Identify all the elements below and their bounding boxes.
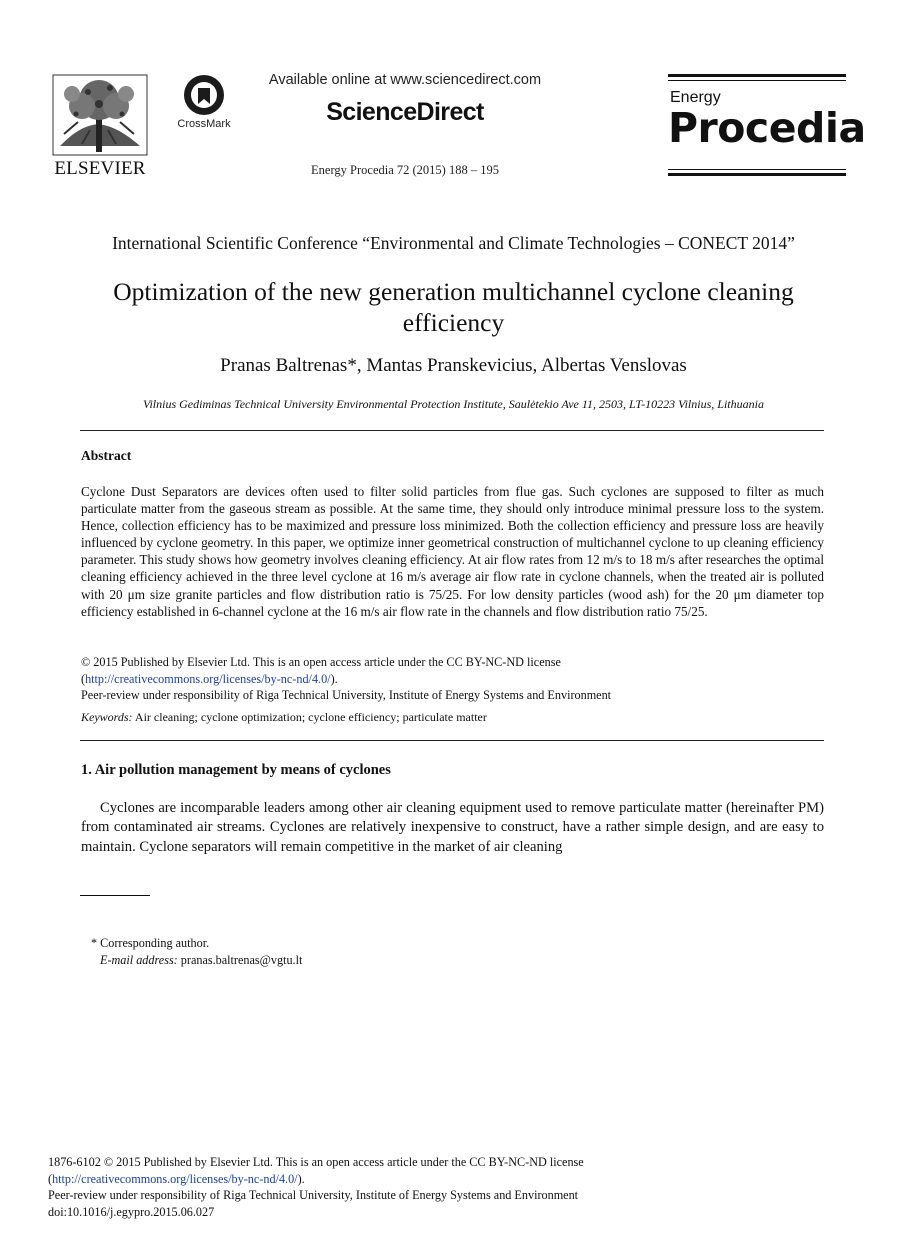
logo-rule-top-thin [668,80,846,81]
email-label: E-mail address: [100,952,178,967]
license-link[interactable]: http://creativecommons.org/licenses/by-nc-nd/4.0/ [85,671,331,686]
journal-word-procedia: Procedia [668,104,866,152]
elsevier-tree-icon [52,74,148,156]
footnote-divider [80,895,150,896]
author-list: Pranas Baltrenas*, Mantas Pranskevicius, Albertas Venslovas [220,355,687,376]
bottom-license-line: (http://creativecommons.org/licenses/by-nc-nd/4.0/). [48,1171,305,1186]
affiliation: Vilnius Gediminas Technical University Environmental Protection Institute, Saulėtekio Ave 11, 2503, LT-10223 Vilnius, Lithuania [143,397,764,411]
logo-rule-top [668,74,846,77]
sciencedirect-logo: ScienceDirect [326,98,484,126]
keywords-list: Air cleaning; cyclone optimization; cyclone efficiency; particulate matter [134,710,487,724]
crossmark-label: CrossMark [177,118,231,130]
footnote [91,935,302,968]
email-line [91,952,302,969]
copyright-line: © 2015 Published by Elsevier Ltd. This is an open access article under the CC BY-NC-ND license [81,655,561,669]
abstract-text: Cyclone Dust Separators are devices often used to filter solid particles from flue gas. Such cyclones are supposed to filter as much particulate matter from the gaseous stream as possible. At the same time, they should only introduce minimal pressure loss to the system. Hence, collection efficiency has to be maximized and pressure loss minimized. Both the collection efficiency and pressure loss are heavily influenced by cyclone geometry. In this paper, we optimize inner geometrical construction of multichannel cyclone to up cleaning efficiency parameter. This study shows how geometry involves cleaning efficiency. At air flow rates from 12 m/s to 18 m/s after researches the optimal cleaning efficiency achieved in the three level cyclone at 16 m/s average air flow rate in cyclone channels, when the treated air is polluted with 20 μm size granite particles and flow distribution ratio is 75/25. For low density particles (wood ash) for the 20 μm diameter top efficiency established in 6-channel cyclone at the 16 m/s air flow rate in the channels and flow distribution ratio 75/25. [81,484,824,619]
doi-line[interactable]: doi:10.1016/j.egypro.2015.06.027 [48,1205,215,1220]
crossmark-icon [176,74,232,118]
elsevier-logo [52,74,148,178]
license-line: (http://creativecommons.org/licenses/by-nc-nd/4.0/). [81,671,338,686]
journal-citation: Energy Procedia 72 (2015) 188 – 195 [311,163,499,177]
bottom-peer-review: Peer-review under responsibility of Riga Technical University, Institute of Energy Systems and Environment [48,1188,579,1203]
divider-bottom [80,740,824,741]
bottom-metadata [48,1154,868,1221]
copyright-block [81,654,824,704]
paper-title: Optimization of the new generation multichannel cyclone cleaning efficiency [113,277,794,337]
logo-rule-bottom-thin [668,169,846,170]
corresponding-author-note: * Corresponding author. [91,936,210,950]
peer-review-line: Peer-review under responsibility of Riga Technical University, Institute of Energy Systems and Environment [81,688,612,703]
energy-procedia-logo [668,74,866,178]
issn-line: 1876-6102 © 2015 Published by Elsevier Ltd. This is an open access article under the CC BY-NC-ND license [48,1155,584,1169]
email-address[interactable]: pranas.baltrenas@vgtu.lt [180,952,303,967]
publisher-name: ELSEVIER [54,158,146,179]
section-paragraph: Cyclones are incomparable leaders among other air cleaning equipment used to remove particulate matter (hereinafter PM) from contaminated air streams. Cyclones are relatively inexpensive to construct, have a rather simple design, and are easy to maintain. Cyclone separators will remain competitive in the market of air cleaning [81,800,824,855]
journal-word-energy: Energy [670,89,721,106]
keywords-label: Keywords: [81,710,133,724]
logo-rule-bottom [668,173,846,176]
section-heading: 1. Air pollution management by means of cyclones [81,762,391,778]
bottom-license-link[interactable]: http://creativecommons.org/licenses/by-nc-nd/4.0/ [52,1171,298,1186]
conference-name: International Scientific Conference “Environmental and Climate Technologies – CONECT 2014” [112,233,795,253]
keywords [81,710,824,725]
available-online-text: Available online at www.sciencedirect.com [268,72,542,88]
divider-top [80,430,824,431]
abstract-heading: Abstract [81,448,132,463]
crossmark-badge[interactable] [176,74,232,134]
